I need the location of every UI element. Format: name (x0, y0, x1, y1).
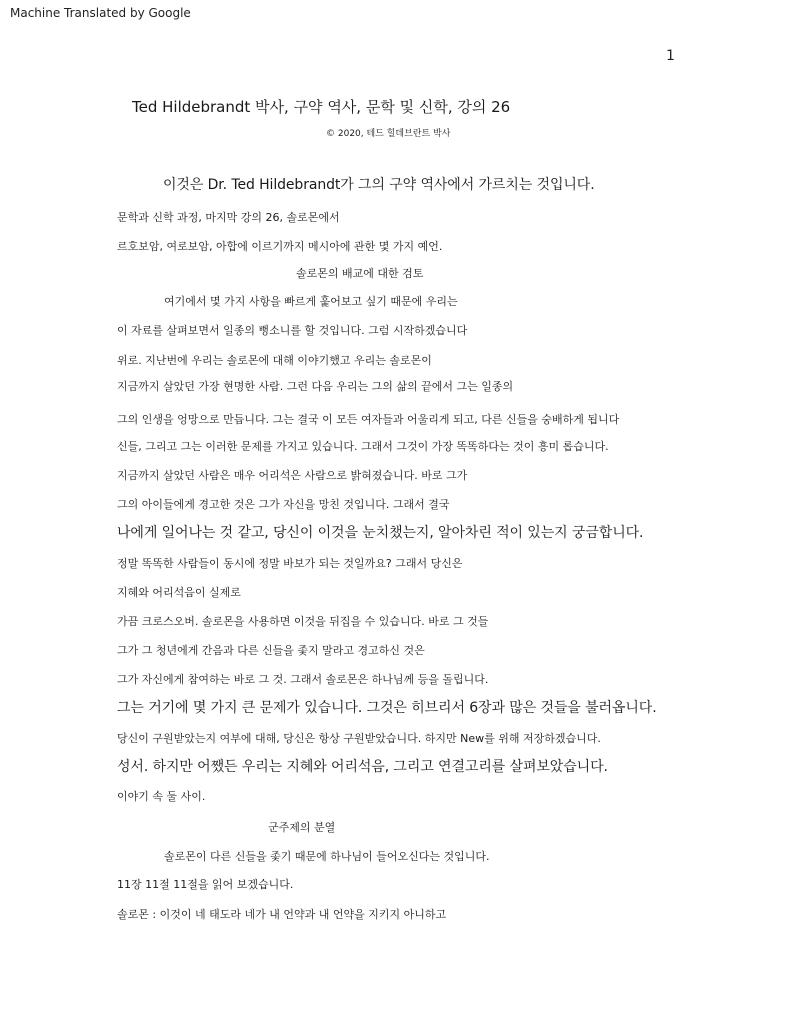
body-line: 나에게 일어나는 것 같고, 당신이 이것을 눈치챘는지, 알아차린 적이 있는지 궁금합니다. (117, 525, 644, 541)
body-line: 이 자료를 살펴보면서 일종의 뻥소니를 할 것입니다. 그럼 시작하겠습니다 (117, 324, 468, 337)
body-line: 그의 인생을 엉망으로 만듭니다. 그는 결국 이 모든 여자들과 어울리게 되고, 다른 신들을 숭배하게 됩니다 (117, 413, 620, 426)
page-title: Ted Hildebrandt 박사, 구약 역사, 문학 및 신학, 강의 26 (132, 98, 511, 116)
body-line: 위로. 지난번에 우리는 솔로몬에 대해 이야기했고 우리는 솔로몬이 (117, 354, 432, 367)
body-line: 11장 11절 11절을 읽어 보겠습니다. (117, 878, 294, 891)
copyright-line: © 2020, 테드 힐데브란트 박사 (326, 129, 451, 139)
body-line: 그가 그 청년에게 간음과 다른 신들을 좇지 말라고 경고하신 것은 (117, 644, 425, 657)
body-line: 지혜와 어리석음이 실제로 (117, 586, 241, 599)
body-line: 솔로몬 : 이것이 네 태도라 네가 내 언약과 내 언약을 지키지 아니하고 (117, 908, 447, 921)
body-line: 가끔 크로스오버. 솔로몬을 사용하면 이것을 뒤집을 수 있습니다. 바로 그 것들 (117, 615, 489, 628)
machine-translated-label: Machine Translated by Google (10, 6, 191, 20)
section-heading: 솔로몬의 배교에 대한 검토 (296, 267, 424, 280)
page-number: 1 (666, 48, 675, 64)
body-line: 솔로몬이 다른 신들을 좇기 때문에 하나님이 들어오신다는 것입니다. (164, 850, 490, 863)
body-line: 르호보암, 여로보암, 아합에 이르기까지 메시아에 관한 몇 가지 예언. (117, 240, 443, 253)
body-line: 성서. 하지만 어쨌든 우리는 지혜와 어리석음, 그리고 연결고리를 살펴보았습니다. (117, 759, 608, 775)
section-heading: 군주제의 분열 (268, 821, 336, 834)
body-line: 당신이 구원받았는지 여부에 대해, 당신은 항상 구원받았습니다. 하지만 New를 위해 저장하겠습니다. (117, 732, 601, 745)
body-line: 이것은 Dr. Ted Hildebrandt가 그의 구약 역사에서 가르치는 것입니다. (163, 177, 595, 193)
body-line: 여기에서 몇 가지 사항을 빠르게 훑어보고 싶기 때문에 우리는 (164, 295, 458, 308)
body-line: 지금까지 살았던 가장 현명한 사람. 그런 다음 우리는 그의 삶의 끝에서 그는 일종의 (117, 380, 514, 393)
body-line: 지금까지 살았던 사람은 매우 어리석은 사람으로 밝혀졌습니다. 바로 그가 (117, 469, 468, 482)
body-line: 그의 아이들에게 경고한 것은 그가 자신을 망친 것입니다. 그래서 결국 (117, 498, 450, 511)
body-line: 그가 자신에게 참여하는 바로 그 것. 그래서 솔로몬은 하나님께 등을 돌립니다. (117, 673, 489, 686)
body-line: 그는 거기에 몇 가지 큰 문제가 있습니다. 그것은 히브리서 6장과 많은 것들을 불러옵니다. (117, 700, 657, 716)
body-line: 정말 똑똑한 사람들이 동시에 정말 바보가 되는 것일까요? 그래서 당신은 (117, 557, 463, 570)
body-line: 이야기 속 둘 사이. (117, 790, 206, 803)
body-line: 신들, 그리고 그는 이러한 문제를 가지고 있습니다. 그래서 그것이 가장 똑똑하다는 것이 흥미 롭습니다. (117, 440, 609, 453)
body-line: 문학과 신학 과정, 마지막 강의 26, 솔로몬에서 (117, 211, 340, 224)
